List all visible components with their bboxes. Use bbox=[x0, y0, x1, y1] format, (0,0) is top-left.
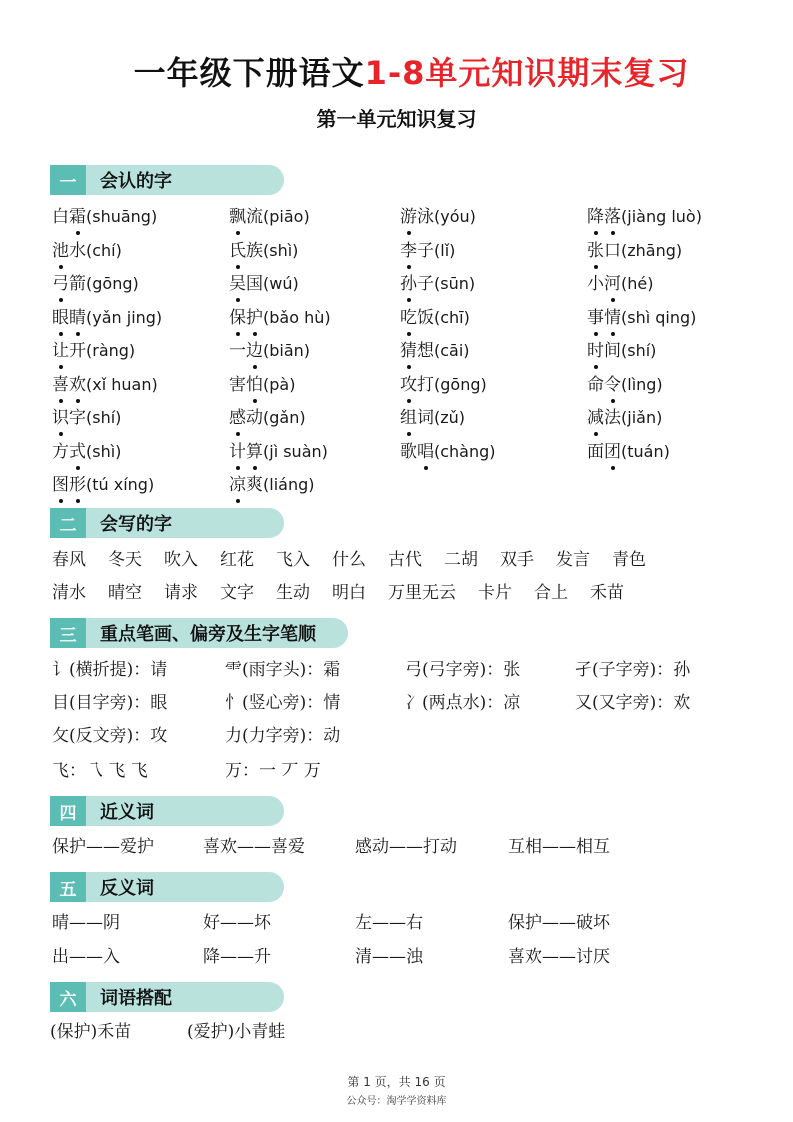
dotted-char: 唱 bbox=[417, 439, 434, 465]
dotted-char: 眼 bbox=[52, 305, 69, 331]
recognize-word bbox=[229, 439, 328, 465]
pinyin: (shì) bbox=[86, 441, 122, 461]
char: 法 bbox=[604, 408, 621, 428]
collocation: (保护)禾苗 bbox=[50, 1022, 132, 1042]
section-label: 会写的字 bbox=[100, 514, 172, 535]
write-word: 发言 bbox=[556, 550, 590, 570]
dotted-char: 喜 bbox=[52, 372, 69, 398]
dotted-char: 令 bbox=[604, 372, 621, 398]
recognize-word bbox=[400, 372, 487, 398]
dotted-char: 睛 bbox=[69, 305, 86, 331]
char: 动 bbox=[246, 408, 263, 428]
char: 方 bbox=[52, 441, 69, 462]
recognize-word bbox=[52, 204, 157, 230]
section-number: 一 bbox=[50, 165, 86, 195]
stroke-item: 忄(竖心旁)：情 bbox=[225, 693, 341, 713]
pinyin: (jiàng luò) bbox=[621, 207, 702, 226]
pinyin: (jiǎn) bbox=[621, 408, 663, 427]
char: 词 bbox=[417, 408, 434, 428]
section-number: 六 bbox=[50, 982, 86, 1012]
stroke-item: 弓(弓字旁)：张 bbox=[405, 660, 521, 680]
section-number: 三 bbox=[50, 618, 86, 648]
pinyin: (shí) bbox=[621, 341, 657, 360]
dotted-char: 氏 bbox=[229, 238, 246, 264]
synonym-pair: 喜欢——喜爱 bbox=[203, 837, 305, 857]
pinyin: (biān) bbox=[263, 341, 311, 360]
dotted-char: 让 bbox=[52, 338, 69, 364]
dotted-char: 保 bbox=[229, 305, 246, 331]
dotted-char: 落 bbox=[604, 204, 621, 230]
pinyin: (shí) bbox=[86, 408, 122, 427]
recognize-word bbox=[400, 238, 455, 264]
antonym-pair: 清——浊 bbox=[355, 947, 423, 967]
stroke-item: 力(力字旁)：动 bbox=[225, 726, 341, 746]
char: 爽 bbox=[246, 475, 263, 495]
section-label: 重点笔画、偏旁及生字笔顺 bbox=[100, 624, 316, 645]
recognize-word bbox=[229, 305, 331, 331]
dotted-char: 算 bbox=[246, 439, 263, 465]
write-word: 文字 bbox=[220, 583, 254, 603]
char: 族 bbox=[246, 240, 263, 261]
dotted-char: 护 bbox=[246, 305, 263, 331]
char: 箭 bbox=[69, 274, 86, 294]
antonym-pair: 喜欢——讨厌 bbox=[508, 947, 610, 967]
antonym-pair: 左——右 bbox=[355, 913, 423, 933]
pinyin: (tú xíng) bbox=[86, 475, 155, 494]
recognize-word bbox=[229, 271, 299, 297]
pinyin: (liáng) bbox=[263, 475, 315, 494]
section-header-3 bbox=[50, 618, 348, 648]
dotted-char: 边 bbox=[246, 338, 263, 364]
section-number: 五 bbox=[50, 872, 86, 902]
dotted-char: 攻 bbox=[400, 372, 417, 398]
char: 命 bbox=[587, 374, 604, 395]
dotted-char: 团 bbox=[604, 439, 621, 465]
char: 一 bbox=[229, 341, 246, 361]
write-word: 吹入 bbox=[164, 550, 198, 570]
pinyin: (zhāng) bbox=[621, 240, 683, 260]
pinyin: (piāo) bbox=[263, 207, 310, 226]
char: 子 bbox=[417, 274, 434, 294]
recognize-word bbox=[587, 405, 662, 431]
pinyin: (lǐ) bbox=[434, 240, 456, 260]
char: 白 bbox=[52, 207, 69, 227]
recognize-word bbox=[52, 338, 135, 364]
recognize-word bbox=[229, 204, 310, 230]
dotted-char: 图 bbox=[52, 472, 69, 498]
dotted-char: 计 bbox=[229, 439, 246, 465]
pinyin: (ràng) bbox=[86, 341, 136, 360]
synonym-pair: 感动——打动 bbox=[355, 837, 457, 857]
recognize-word bbox=[229, 372, 295, 398]
dotted-char: 识 bbox=[52, 405, 69, 431]
antonym-pair: 出——入 bbox=[52, 947, 120, 967]
stroke-item: 万：一 丆 万 bbox=[225, 761, 321, 781]
char: 饭 bbox=[417, 307, 434, 328]
dotted-char: 游 bbox=[400, 204, 417, 230]
recognize-word bbox=[52, 472, 154, 498]
dotted-char: 时 bbox=[587, 338, 604, 364]
recognize-word bbox=[229, 238, 298, 264]
recognize-word bbox=[587, 439, 670, 465]
pinyin: (pà) bbox=[263, 374, 296, 394]
char: 泳 bbox=[417, 207, 434, 227]
dotted-char: 池 bbox=[52, 238, 69, 264]
collocation: (爱护)小青蛙 bbox=[187, 1022, 286, 1042]
stroke-item: ⻗(雨字头)：霜 bbox=[225, 660, 341, 680]
pinyin: (gōng) bbox=[434, 374, 487, 394]
title-black-part: 一年级下册语文 bbox=[133, 54, 365, 92]
pinyin: (lìng) bbox=[621, 374, 663, 394]
pinyin: (chī) bbox=[434, 307, 470, 327]
synonym-pair: 保护——爱护 bbox=[52, 837, 154, 857]
section-header-2 bbox=[50, 508, 284, 538]
dotted-char: 吴 bbox=[229, 271, 246, 297]
write-word: 古代 bbox=[388, 550, 422, 570]
pinyin: (yóu) bbox=[434, 207, 476, 226]
synonym-pair: 互相——相互 bbox=[508, 837, 610, 857]
dotted-char: 怕 bbox=[246, 372, 263, 398]
stroke-item: 孑(子字旁)：孙 bbox=[575, 660, 691, 680]
write-word: 万里无云 bbox=[388, 583, 456, 603]
section-header-4 bbox=[50, 796, 284, 826]
pinyin: (shì) bbox=[263, 240, 299, 260]
write-word: 晴空 bbox=[108, 583, 142, 603]
dotted-char: 减 bbox=[587, 405, 604, 431]
char: 流 bbox=[246, 207, 263, 227]
write-word: 请求 bbox=[164, 583, 198, 603]
antonym-pair: 好——坏 bbox=[203, 913, 271, 933]
pinyin: (cāi) bbox=[434, 341, 470, 360]
pinyin: (gōng) bbox=[86, 274, 139, 293]
section-header-5 bbox=[50, 872, 284, 902]
dotted-char: 凉 bbox=[229, 472, 246, 498]
write-word: 卡片 bbox=[478, 583, 512, 603]
char: 字 bbox=[69, 408, 86, 428]
write-word: 禾苗 bbox=[590, 583, 624, 603]
char: 子 bbox=[417, 240, 434, 261]
dotted-char: 感 bbox=[229, 405, 246, 431]
pinyin: (shì qing) bbox=[621, 307, 697, 327]
dotted-char: 形 bbox=[69, 472, 86, 498]
dotted-char: 降 bbox=[587, 204, 604, 230]
recognize-word bbox=[52, 439, 121, 465]
recognize-word bbox=[229, 405, 306, 431]
recognize-word bbox=[587, 238, 682, 264]
char: 打 bbox=[417, 374, 434, 395]
dotted-char: 式 bbox=[69, 439, 86, 465]
recognize-word bbox=[587, 271, 653, 297]
recognize-word bbox=[52, 238, 122, 264]
pinyin: (tuán) bbox=[621, 441, 670, 461]
write-word: 春风 bbox=[52, 550, 86, 570]
recognize-word bbox=[229, 338, 310, 364]
recognize-word bbox=[400, 305, 470, 331]
dotted-char: 事 bbox=[587, 305, 604, 331]
pinyin: (chàng) bbox=[434, 441, 496, 461]
dotted-char: 飘 bbox=[229, 204, 246, 230]
write-word: 明白 bbox=[332, 583, 366, 603]
stroke-item: 目(目字旁)：眼 bbox=[52, 693, 168, 713]
recognize-word bbox=[587, 338, 656, 364]
section-number: 二 bbox=[50, 508, 86, 538]
write-word: 二胡 bbox=[444, 550, 478, 570]
section-header-6 bbox=[50, 982, 284, 1012]
section-header-1 bbox=[50, 165, 284, 195]
char: 小 bbox=[587, 274, 604, 294]
dotted-char: 霜 bbox=[69, 204, 86, 230]
char: 口 bbox=[604, 240, 621, 261]
pinyin: (jì suàn) bbox=[263, 441, 328, 461]
dotted-char: 吃 bbox=[400, 305, 417, 331]
dotted-char: 孙 bbox=[400, 271, 417, 297]
recognize-word bbox=[400, 405, 465, 431]
write-word: 冬天 bbox=[108, 550, 142, 570]
pinyin: (hé) bbox=[621, 274, 654, 293]
dotted-char: 弓 bbox=[52, 271, 69, 297]
pinyin: (sūn) bbox=[434, 274, 476, 293]
footer-account: 公众号：淘学学资料库 bbox=[346, 1096, 447, 1107]
recognize-word bbox=[587, 372, 663, 398]
section-label: 近义词 bbox=[100, 802, 154, 823]
antonym-pair: 保护——破坏 bbox=[508, 913, 610, 933]
char: 歌 bbox=[400, 441, 417, 462]
recognize-word bbox=[52, 305, 162, 331]
pinyin: (gǎn) bbox=[263, 408, 306, 427]
pinyin: (bǎo hù) bbox=[263, 307, 331, 327]
pinyin: (wú) bbox=[263, 274, 299, 293]
write-word: 青色 bbox=[612, 550, 646, 570]
write-word: 什么 bbox=[332, 550, 366, 570]
page-number: 第 1 页，共 16 页 bbox=[347, 1075, 446, 1089]
recognize-word bbox=[229, 472, 314, 498]
stroke-item: 飞：乁 飞 飞 bbox=[52, 761, 148, 781]
dotted-char: 张 bbox=[587, 238, 604, 264]
recognize-word bbox=[400, 439, 496, 465]
section-label: 词语搭配 bbox=[100, 988, 172, 1009]
write-word: 生动 bbox=[276, 583, 310, 603]
char: 开 bbox=[69, 341, 86, 361]
write-word: 合上 bbox=[534, 583, 568, 603]
char: 想 bbox=[417, 341, 434, 361]
char: 面 bbox=[587, 441, 604, 462]
recognize-word bbox=[400, 271, 475, 297]
char: 国 bbox=[246, 274, 263, 294]
recognize-word bbox=[52, 271, 139, 297]
recognize-word bbox=[52, 405, 121, 431]
char: 害 bbox=[229, 374, 246, 395]
write-word: 红花 bbox=[220, 550, 254, 570]
char: 间 bbox=[604, 341, 621, 361]
stroke-item: 攵(反文旁)：攻 bbox=[52, 726, 168, 746]
recognize-word bbox=[587, 204, 702, 230]
antonym-pair: 晴——阴 bbox=[52, 913, 120, 933]
pinyin: (yǎn jing) bbox=[86, 307, 163, 327]
char: 水 bbox=[69, 240, 86, 261]
unit-subtitle: 第一单元知识复习 bbox=[316, 107, 477, 131]
stroke-item: 冫(两点水)：凉 bbox=[405, 693, 521, 713]
pinyin: (chí) bbox=[86, 240, 122, 260]
dotted-char: 组 bbox=[400, 405, 417, 431]
recognize-word bbox=[400, 338, 470, 364]
document-title bbox=[0, 48, 793, 94]
dotted-char: 河 bbox=[604, 271, 621, 297]
stroke-item: 又(又字旁)：欢 bbox=[575, 693, 691, 713]
write-word: 飞入 bbox=[276, 550, 310, 570]
write-word: 清水 bbox=[52, 583, 86, 603]
pinyin: (xǐ huan) bbox=[86, 374, 158, 394]
antonym-pair: 降——升 bbox=[203, 947, 271, 967]
write-word: 双手 bbox=[500, 550, 534, 570]
title-red-part: 1-8单元知识期末复习 bbox=[364, 54, 690, 92]
dotted-char: 情 bbox=[604, 305, 621, 331]
recognize-word bbox=[52, 372, 158, 398]
recognize-word bbox=[587, 305, 696, 331]
dotted-char: 欢 bbox=[69, 372, 86, 398]
dotted-char: 猜 bbox=[400, 338, 417, 364]
section-label: 会认的字 bbox=[100, 171, 172, 192]
pinyin: (zǔ) bbox=[434, 408, 466, 427]
section-number: 四 bbox=[50, 796, 86, 826]
stroke-item: 讠(横折提)：请 bbox=[52, 660, 168, 680]
recognize-word bbox=[400, 204, 476, 230]
dotted-char: 李 bbox=[400, 238, 417, 264]
section-label: 反义词 bbox=[100, 878, 154, 899]
pinyin: (shuāng) bbox=[86, 207, 158, 226]
